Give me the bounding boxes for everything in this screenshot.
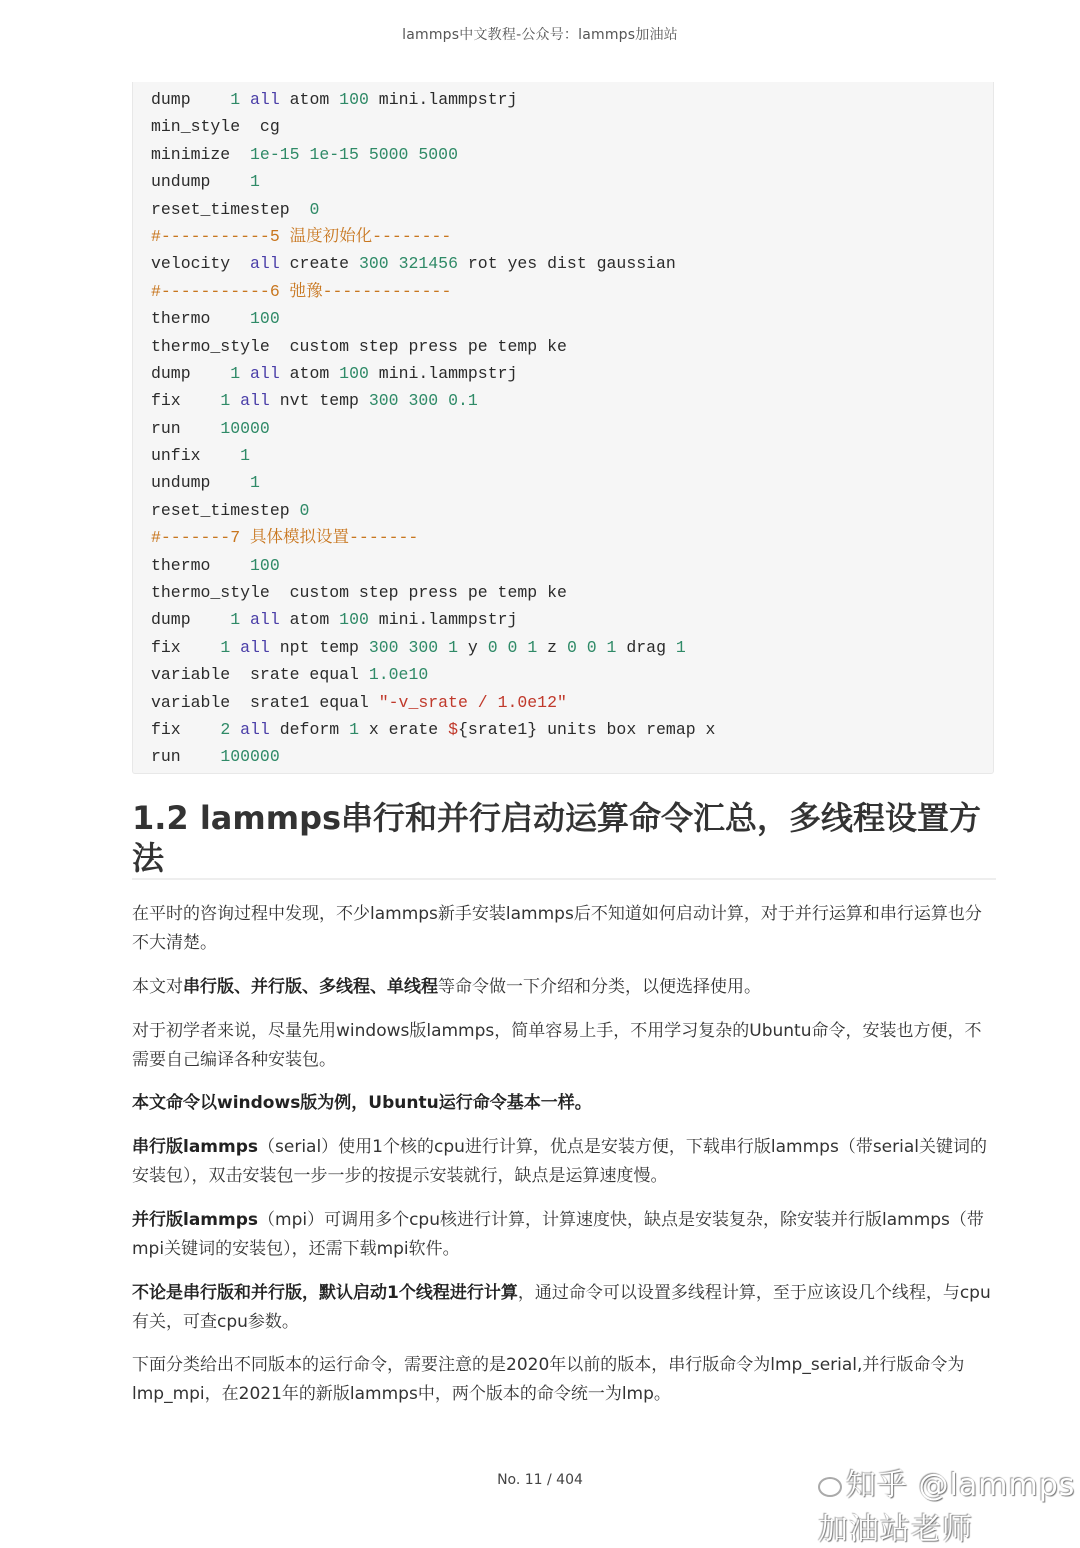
code-token: 0 0 1 xyxy=(487,637,538,657)
code-line xyxy=(151,223,993,250)
code-token xyxy=(240,610,250,629)
code-token xyxy=(240,90,250,109)
code-token: 100 xyxy=(250,309,280,329)
code-token: 100 xyxy=(339,610,369,630)
code-token: all xyxy=(250,254,280,274)
code-token: {srate1} units box remap x xyxy=(458,719,716,739)
code-token: reset_timestep xyxy=(151,500,300,520)
code-token: atom xyxy=(279,610,340,630)
code-token: reset_timestep xyxy=(151,199,310,219)
code-token: thermo_style custom step press pe temp ke xyxy=(151,583,567,603)
code-line xyxy=(151,579,993,606)
code-token: 1 xyxy=(230,90,241,109)
code-token: all xyxy=(250,363,280,383)
code-line xyxy=(151,415,993,442)
paragraph-intro xyxy=(132,900,996,958)
code-token: 100 xyxy=(339,363,369,383)
code-line xyxy=(151,743,993,770)
text-run: ，通过命令可以设置多线程计算，至于应该设几个线程，与cpu有关，可查cpu参数。 xyxy=(132,1283,991,1332)
code-token: fix xyxy=(151,391,221,411)
text-run: （mpi）可调用多个cpu核进行计算，计算速度快，缺点是安装复杂，除安装并行版lammps（带mpi关键词的安装包），还需下载mpi软件。 xyxy=(132,1210,984,1259)
running-header: lammps中文教程-公众号：lammps加油站 xyxy=(402,27,678,43)
code-token: z xyxy=(537,637,567,657)
code-line xyxy=(151,305,993,332)
code-line xyxy=(151,689,993,716)
code-token: 1 xyxy=(230,610,241,630)
code-token: minimize xyxy=(151,144,251,164)
code-token: all xyxy=(250,610,280,630)
code-token: 0 0 1 xyxy=(566,637,617,657)
code-token: 1 xyxy=(230,363,241,383)
section-title: 1.2 lammps串行和并行启动运算命令汇总，多线程设置方法 xyxy=(132,799,982,877)
code-token: all xyxy=(240,391,270,411)
paragraph-commands xyxy=(132,1351,996,1409)
code-token: velocity xyxy=(151,254,251,274)
code-line xyxy=(151,250,993,277)
code-token: min_style cg xyxy=(151,117,280,137)
code-token: mini.lammpstrj xyxy=(368,363,518,383)
code-token: all xyxy=(240,719,270,739)
code-token: 1 xyxy=(250,172,260,192)
code-token: 300 321456 xyxy=(358,254,458,274)
code-token: fix xyxy=(151,719,221,739)
code-token: variable srate1 equal xyxy=(151,692,379,712)
code-line xyxy=(151,634,993,661)
watermark-text: 知乎 @lammps 加油站老师 xyxy=(818,1468,1076,1547)
code-token: atom xyxy=(279,363,340,383)
code-token: 1 xyxy=(220,391,231,411)
code-token xyxy=(240,364,250,383)
code-token: 2 xyxy=(220,719,231,739)
bold-text: 不论是串行版和并行版，默认启动1个线程进行计算 xyxy=(132,1283,518,1303)
code-line xyxy=(151,497,993,524)
paragraph-scope xyxy=(132,973,996,1002)
code-token: undump xyxy=(151,473,251,493)
code-token: 1.0e10 xyxy=(368,665,429,685)
paragraph-serial xyxy=(132,1133,996,1191)
code-token: run xyxy=(151,747,221,767)
code-token: drag xyxy=(616,637,676,657)
text-run: （serial）使用1个核的cpu进行计算，优点是安装方便，下载串行版lammps（带serial关键词的安装包），双击安装包一步一步的按提示安装就行，缺点是运算速度慢。 xyxy=(132,1137,987,1186)
code-token: undump xyxy=(151,172,251,192)
code-line xyxy=(151,442,993,469)
code-line xyxy=(151,86,993,113)
code-token: 0 xyxy=(309,199,320,219)
code-token: mini.lammpstrj xyxy=(368,90,518,109)
code-token: thermo_style custom step press pe temp ke xyxy=(151,336,567,356)
code-token: thermo xyxy=(151,555,251,575)
code-line xyxy=(151,387,993,414)
code-token: nvt temp xyxy=(269,391,369,411)
code-token: dump xyxy=(151,90,231,109)
code-token: run xyxy=(151,418,221,438)
text-run: 本文对 xyxy=(132,977,183,997)
code-token: all xyxy=(250,90,280,109)
code-line xyxy=(151,333,993,360)
code-line xyxy=(151,360,993,387)
code-token: #-----------5 温度初始化-------- xyxy=(151,226,452,246)
code-token: all xyxy=(240,637,270,657)
bold-text: 串行版、并行版、多线程、单线程 xyxy=(183,977,438,997)
code-token: 10000 xyxy=(220,418,270,438)
code-token: dump xyxy=(151,363,231,383)
chat-bubble-icon xyxy=(818,1477,842,1497)
code-token: 0 xyxy=(299,500,310,520)
code-token: fix xyxy=(151,637,221,657)
code-token: variable srate equal xyxy=(151,665,369,685)
code-token: 1 xyxy=(349,719,359,739)
code-token: y xyxy=(458,637,488,657)
code-line xyxy=(151,278,993,305)
code-token: deform xyxy=(269,719,350,739)
code-line xyxy=(151,524,993,551)
code-line xyxy=(151,168,993,195)
code-line xyxy=(151,469,993,496)
code-token xyxy=(230,638,240,657)
bold-text: 本文命令以windows版为例，Ubuntu运行命令基本一样。 xyxy=(132,1093,592,1113)
code-line xyxy=(151,661,993,688)
code-token: x erate xyxy=(358,719,449,739)
code-block xyxy=(132,82,994,774)
code-token: 1 xyxy=(250,473,260,493)
paragraph-parallel xyxy=(132,1206,996,1264)
bold-text: 串行版lammps xyxy=(132,1137,259,1157)
text-run: 下面分类给出不同版本的运行命令，需要注意的是2020年以前的版本，串行版命令为lmp_serial,并行版命令为lmp_mpi，在2021年的新版lammps中，两个版本的命令统一为lmp。 xyxy=(132,1355,965,1404)
code-token: #-------7 具体模拟设置------- xyxy=(151,528,419,548)
code-token: 100 xyxy=(250,555,280,575)
code-line xyxy=(151,552,993,579)
page-number: No. 11 / 404 xyxy=(497,1472,583,1488)
code-token: 1e-15 1e-15 5000 5000 xyxy=(250,144,458,164)
code-token: 100000 xyxy=(220,747,280,767)
code-token xyxy=(230,720,240,739)
code-token: 300 300 1 xyxy=(368,637,458,657)
code-token: unfix xyxy=(151,446,241,466)
code-token: $ xyxy=(448,719,458,739)
bold-text: 并行版lammps xyxy=(132,1210,259,1230)
paragraph-windows-note xyxy=(132,1089,996,1118)
watermark xyxy=(818,1460,1080,1548)
code-token: create xyxy=(279,254,359,274)
code-token: 1 xyxy=(240,446,251,466)
code-token: "-v_srate / 1.0e12" xyxy=(378,692,567,712)
paragraph-threads xyxy=(132,1279,996,1337)
text-run: 等命令做一下介绍和分类，以便选择使用。 xyxy=(438,977,761,997)
code-line xyxy=(151,716,993,743)
code-line xyxy=(151,113,993,140)
code-line xyxy=(151,606,993,633)
code-token: npt temp xyxy=(269,637,369,657)
code-token: 1 xyxy=(220,637,231,657)
code-line xyxy=(151,141,993,168)
code-token xyxy=(230,391,240,410)
code-token: atom xyxy=(279,90,340,109)
title-divider xyxy=(132,878,996,880)
code-token: 100 xyxy=(339,90,369,109)
code-token: thermo xyxy=(151,309,251,329)
code-line xyxy=(151,196,993,223)
paragraph-beginner-advice xyxy=(132,1017,996,1075)
code-token: 1 xyxy=(675,637,686,657)
code-token: rot yes dist gaussian xyxy=(458,254,676,274)
code-token: 300 300 0.1 xyxy=(368,391,478,411)
text-run: 在平时的咨询过程中发现，不少lammps新手安装lammps后不知道如何启动计算，对于并行运算和串行运算也分不大清楚。 xyxy=(132,904,982,953)
code-token: #-----------6 弛豫------------- xyxy=(151,281,452,301)
code-token: dump xyxy=(151,610,231,630)
code-token: mini.lammpstrj xyxy=(368,610,518,630)
text-run: 对于初学者来说，尽量先用windows版lammps，简单容易上手，不用学习复杂的Ubuntu命令，安装也方便，不需要自己编译各种安装包。 xyxy=(132,1021,982,1070)
